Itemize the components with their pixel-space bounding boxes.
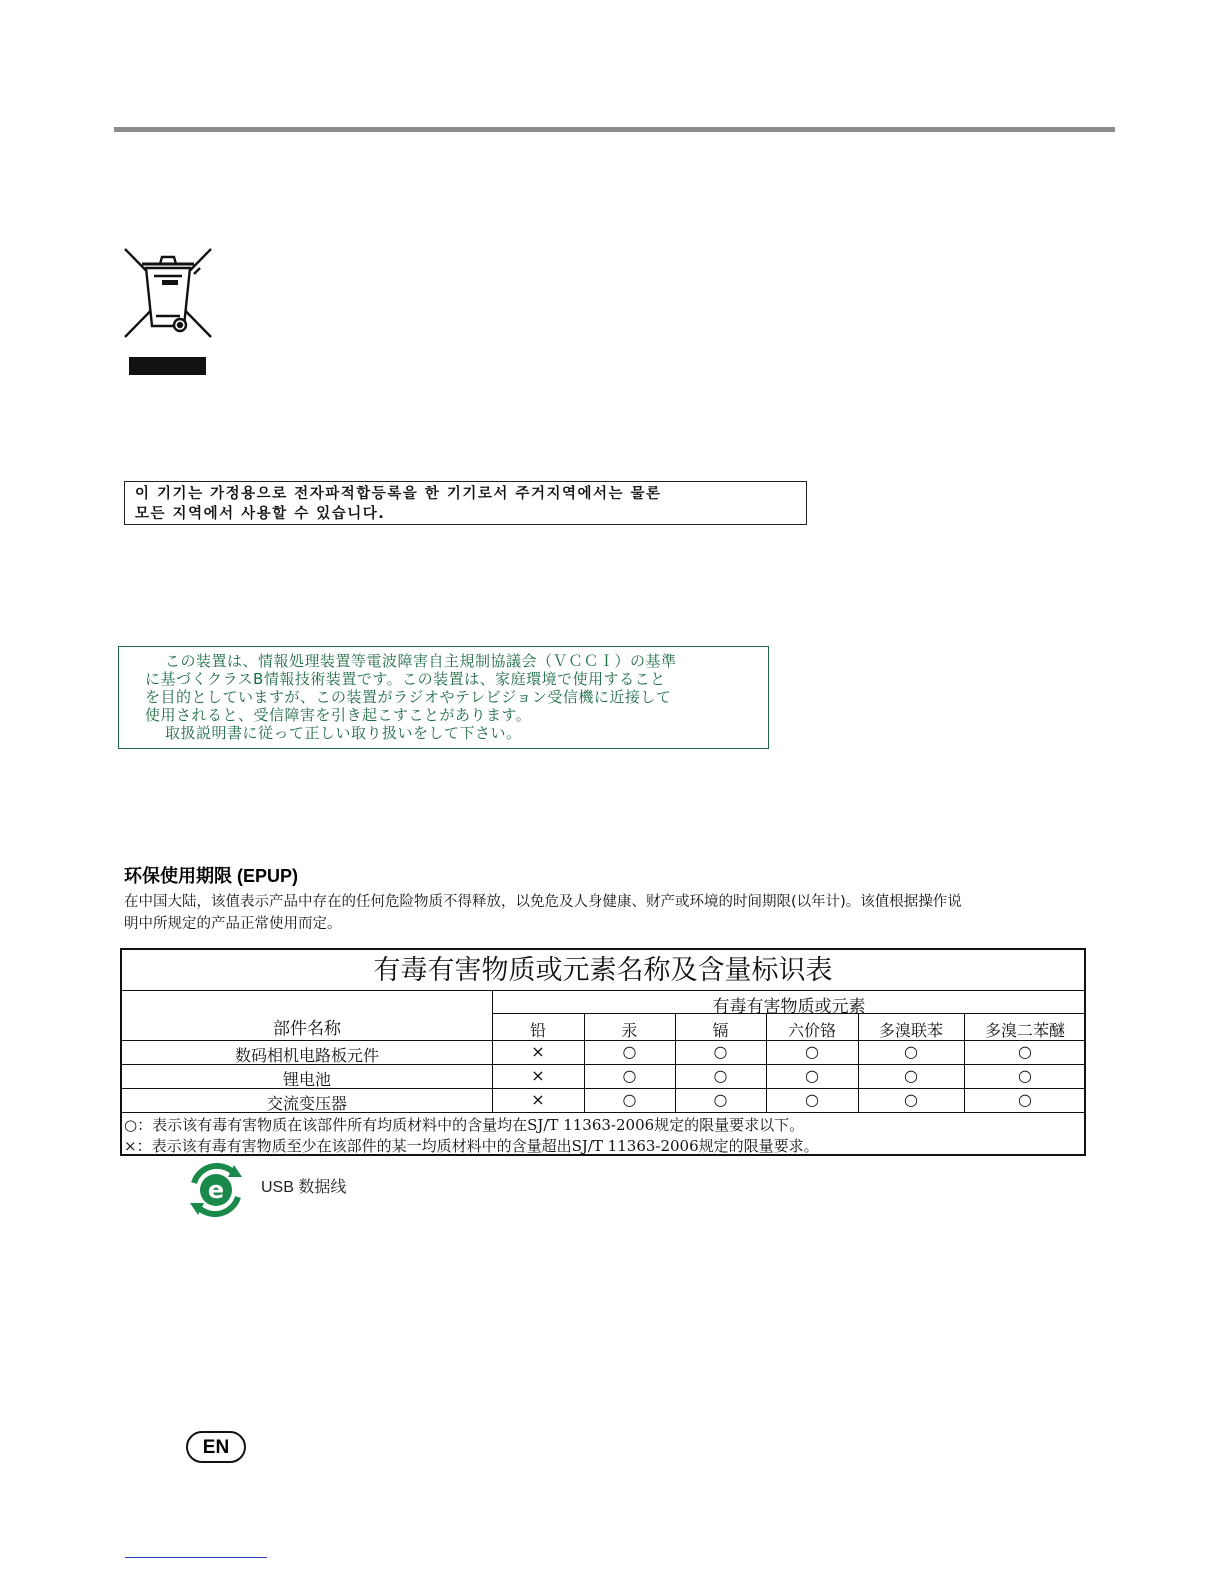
table-cell: ○	[805, 1042, 819, 1061]
substance-group-header: 有毒有害物质或元素	[712, 997, 866, 1017]
hazard-table-title: 有毒有害物质或元素名称及含量标识表	[122, 950, 1084, 991]
part-name-cell: 锂电池	[282, 1070, 331, 1089]
usb-cable-label: USB 数据线	[261, 1179, 347, 1196]
column-header: 多溴联苯	[878, 1021, 943, 1040]
table-cell: ○	[622, 1090, 637, 1109]
vcci-notice-line: 取扱説明書に従って正しい取り扱いをして下さい。	[165, 724, 522, 742]
korean-emc-notice	[124, 481, 807, 525]
table-cell: ○	[904, 1042, 918, 1061]
table-cell: ○	[805, 1090, 819, 1109]
column-header: 汞	[621, 1021, 638, 1040]
korean-notice-line: 모든 지역에서 사용할 수 있습니다.	[135, 506, 386, 522]
language-badge: EN	[186, 1431, 246, 1463]
vcci-notice	[118, 646, 769, 749]
weee-solid-bar	[129, 357, 206, 375]
table-cell: ○	[713, 1090, 728, 1109]
table-cell: ○	[904, 1066, 918, 1085]
table-cell: ○	[713, 1066, 728, 1085]
epup-paragraph-line: 在中国大陆，该值表示产品中存在的任何危险物质不得释放，以免危及人身健康、财产或环境的时间期限(以年计)。该值根据操作说	[124, 894, 962, 910]
table-cell: ×	[531, 1090, 545, 1109]
vcci-notice-line: この装置は、情報処理装置等電波障害自主規制協議会（ＶＣＣＩ）の基準	[165, 652, 677, 670]
table-cell: ○	[622, 1042, 637, 1061]
weee-crossed-bin-icon	[122, 246, 214, 340]
vcci-notice-line: に基づくクラスB情報技術装置です。この装置は、家庭環境で使用すること	[145, 670, 666, 688]
epup-paragraph-line: 明中所规定的产品正常使用而定。	[124, 916, 342, 932]
table-cell: ×	[531, 1066, 545, 1085]
part-name-cell: 数码相机电路板元件	[234, 1046, 379, 1065]
korean-notice-line: 이 기기는 가정용으로 전자파적합등록을 한 기기로서 주거지역에서는 물론	[135, 486, 662, 502]
part-name-header: 部件名称	[273, 1019, 341, 1039]
svg-text:e: e	[207, 1176, 225, 1204]
table-cell: ○	[622, 1066, 637, 1085]
epup-title: 环保使用期限 (EPUP)	[124, 866, 299, 886]
vcci-notice-line: を目的としていますが、この装置がラジオやテレビジョン受信機に近接して	[145, 688, 672, 706]
column-header: 六价铬	[787, 1021, 836, 1040]
column-header: 多溴二苯醚	[984, 1021, 1065, 1040]
table-note: ○：表示该有毒有害物质在该部件所有均质材料中的含量均在SJ/T 11363-2006规定的限量要求以下。	[124, 1116, 805, 1134]
hazard-substance-table	[120, 948, 1086, 1156]
part-name-cell: 交流变压器	[266, 1094, 347, 1113]
table-cell: ×	[531, 1042, 545, 1061]
table-cell: ○	[904, 1090, 918, 1109]
epup-paragraph	[124, 891, 1084, 935]
column-header: 镉	[712, 1021, 729, 1040]
table-cell: ○	[1018, 1042, 1032, 1061]
table-cell: ○	[1018, 1066, 1032, 1085]
table-note: ×：表示该有毒有害物质至少在该部件的某一均质材料中的含量超出SJ/T 11363-2006规定的限量要求。	[124, 1137, 819, 1155]
table-cell: ○	[805, 1066, 819, 1085]
column-header: 铅	[529, 1021, 546, 1040]
footer-link-rule	[125, 1557, 267, 1558]
table-cell: ○	[713, 1042, 728, 1061]
table-cell: ○	[1018, 1090, 1032, 1109]
vcci-notice-line: 使用されると、受信障害を引き起こすことがあります。	[145, 706, 532, 724]
header-rule	[114, 127, 1115, 132]
epup-recycle-e-logo-icon	[184, 1161, 248, 1219]
